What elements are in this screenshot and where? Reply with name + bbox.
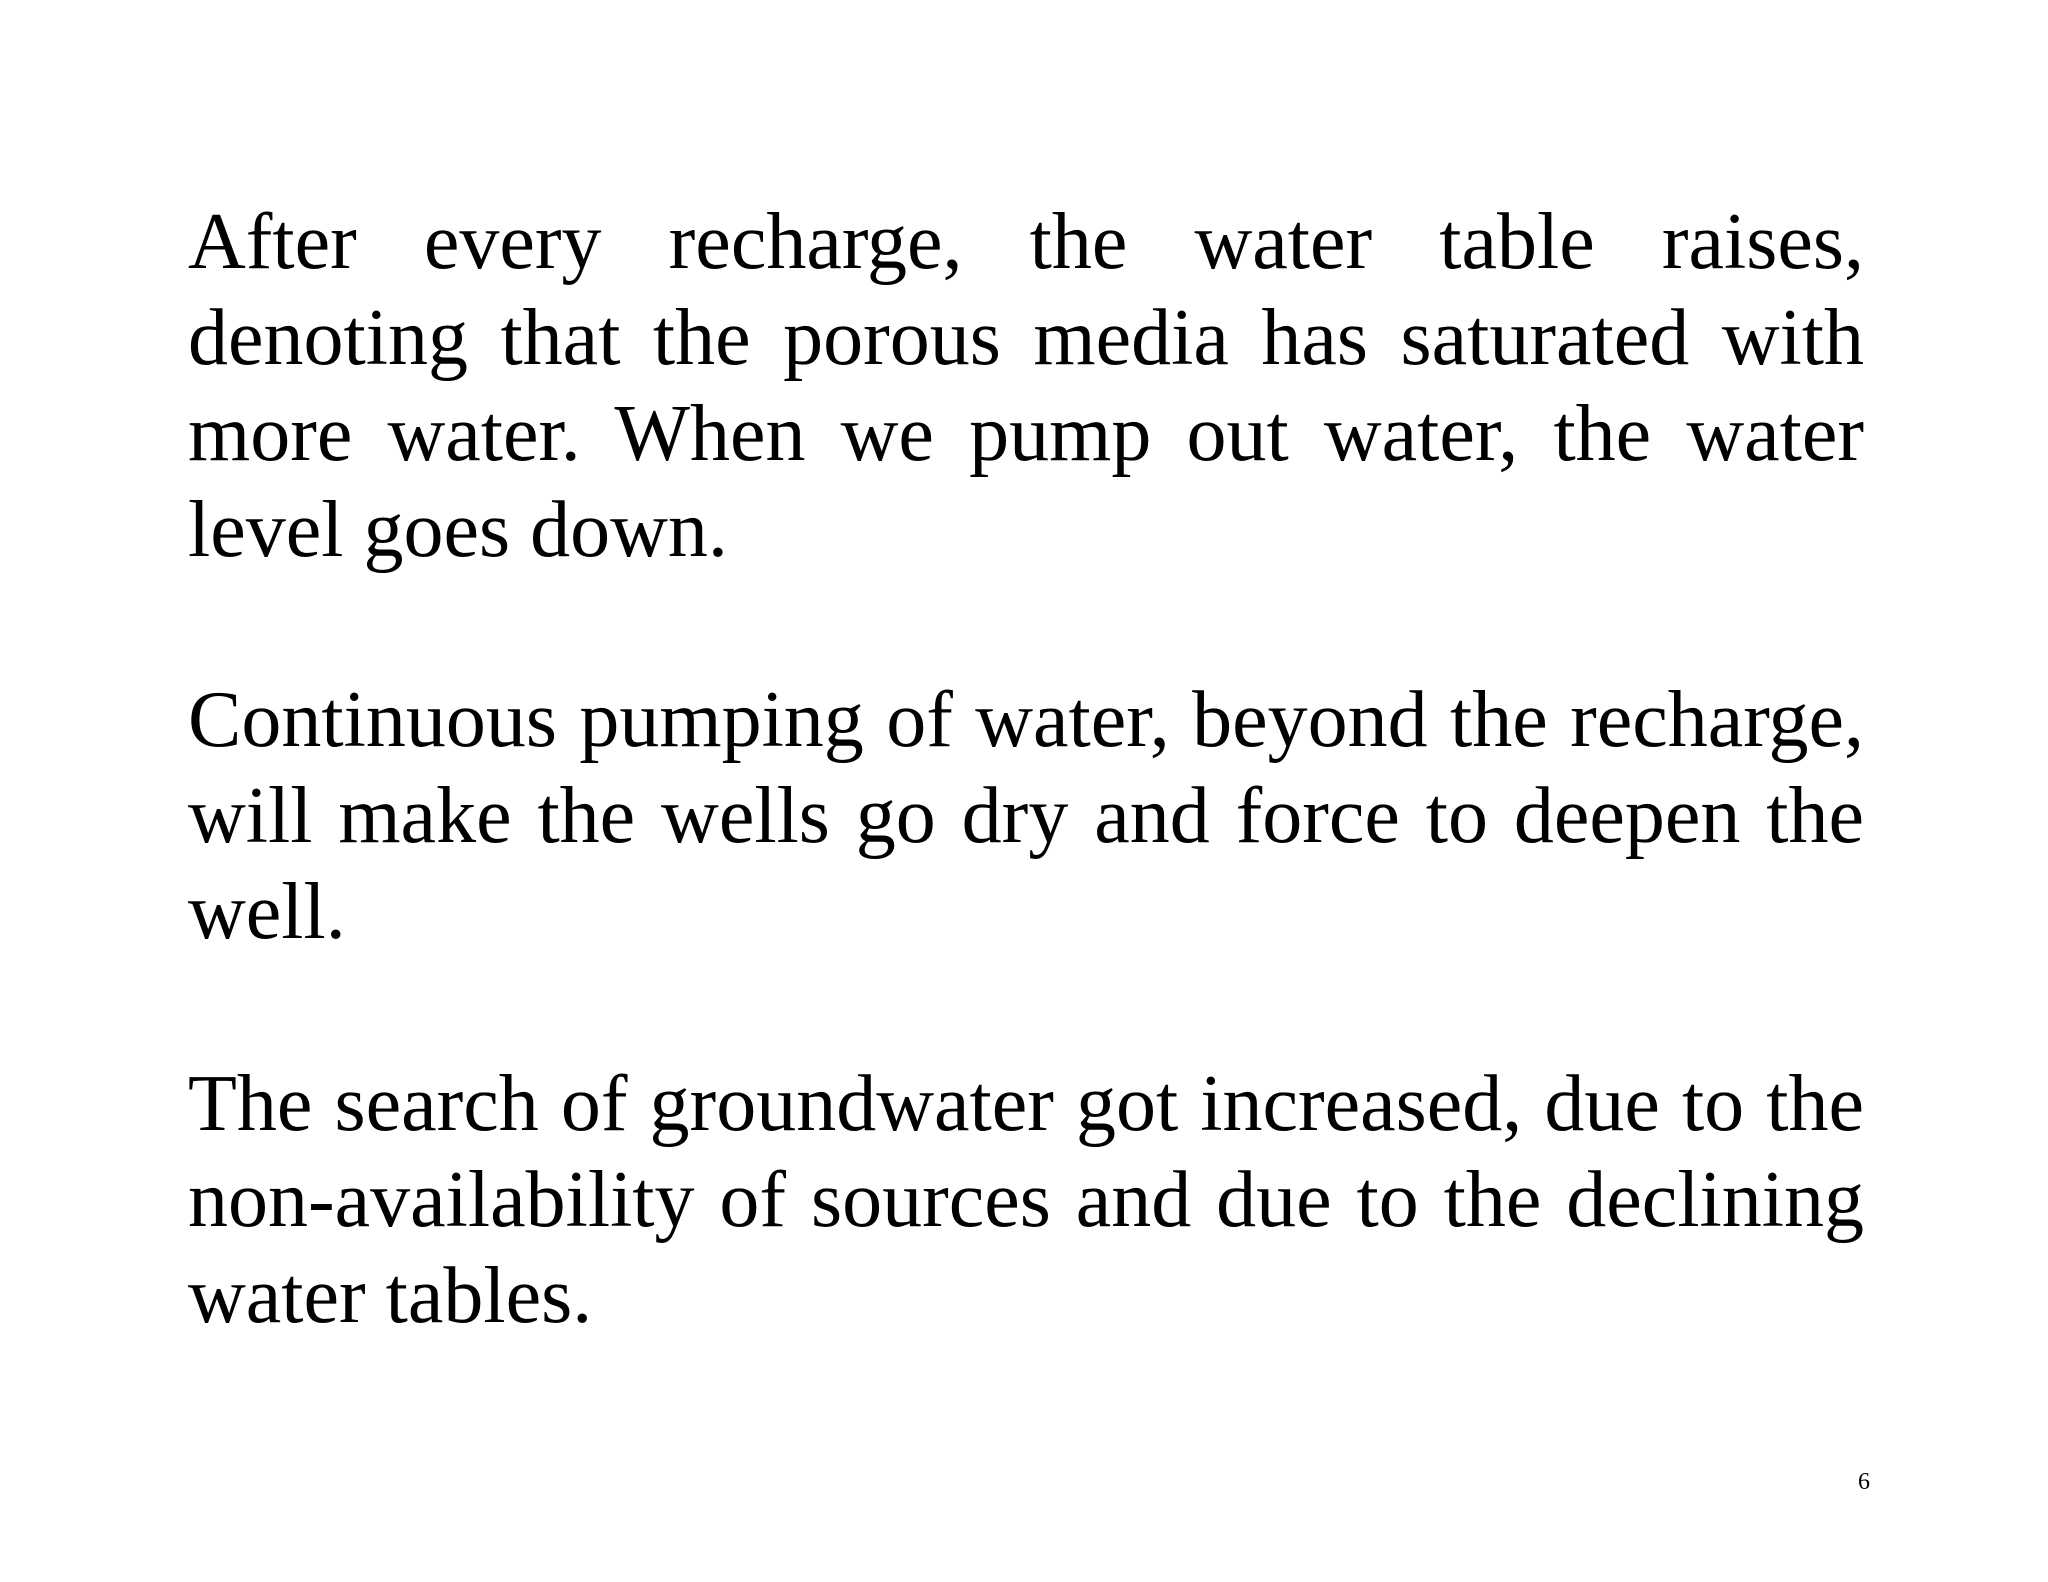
page-number: 6: [1858, 1469, 1870, 1495]
paragraph-groundwater-search: The search of groundwater got increased, due to the non-availability of sources and due to the declining water tables.: [188, 1060, 1864, 1340]
paragraph-water-table-recharge: After every recharge, the water table raises, denoting that the porous media has saturated with more water. When we pump out water, the water level goes down.: [188, 198, 1864, 574]
paragraph-continuous-pumping: Continuous pumping of water, beyond the recharge, will make the wells go dry and force to deepen the well.: [188, 676, 1864, 956]
